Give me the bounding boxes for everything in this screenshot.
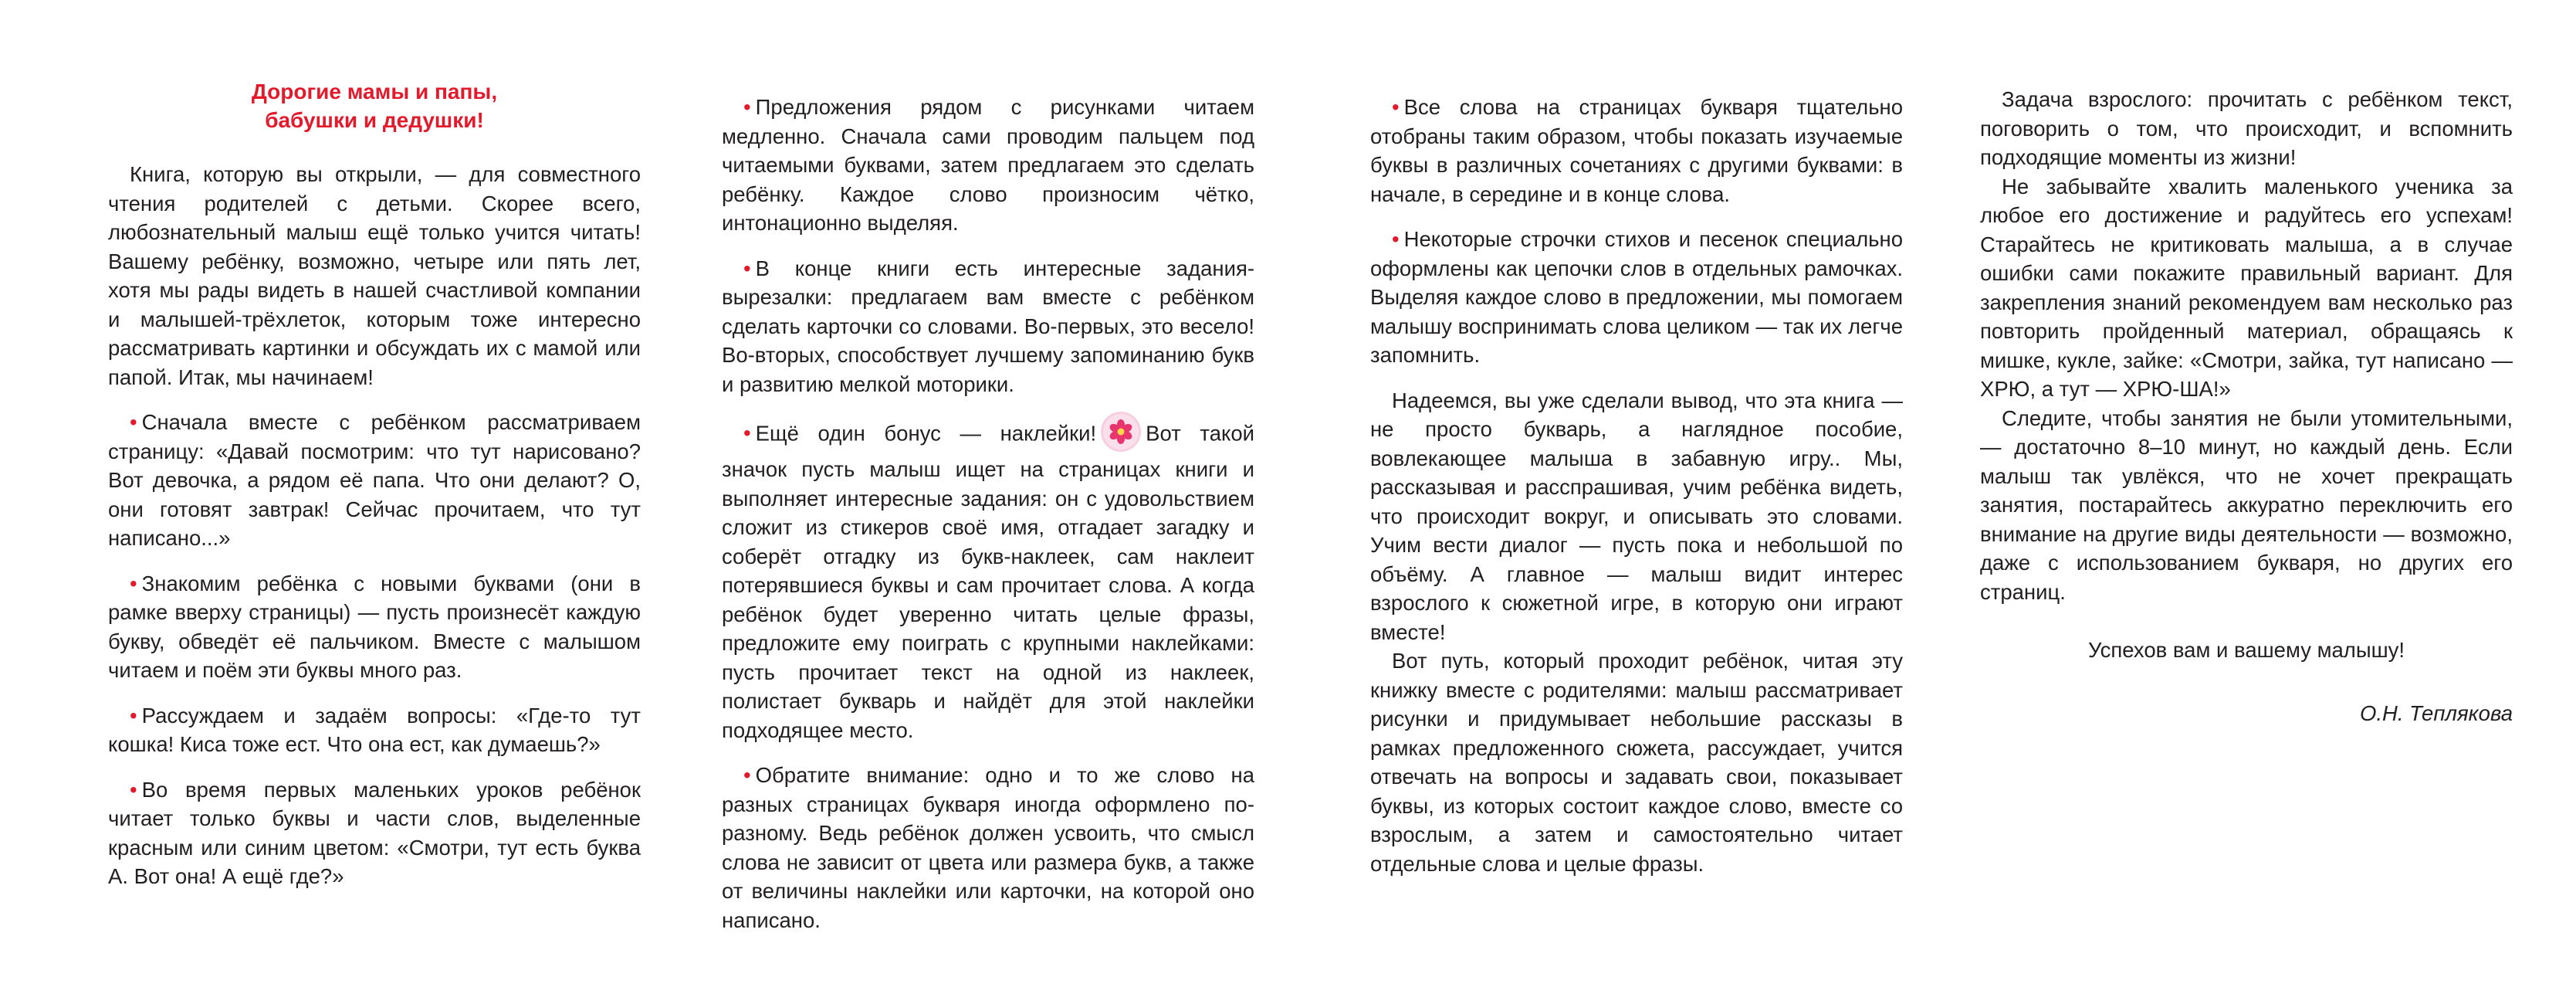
bullet-paragraph: • Во время первых маленьких уроков ребёнок читает только буквы и части слов, выделенные красным или синим цветом: «Смотри, тут есть буква А. Вот она! А ещё где?»: [108, 775, 641, 891]
bullet-paragraph: • Обратите внимание: одно и то же слово на разных страницах букваря иногда оформлено по-разному. Ведь ребёнок должен усвоить, что смысл слова не зависит от цвета или размера букв, а также от величины наклейки или карточки, на которой оно написано.: [722, 761, 1254, 934]
adult-task-paragraph: Задача взрослого: прочитать с ребёнком текст, поговорить о том, что происходит, и вспомнить подходящие моменты из жизни!: [1980, 87, 2513, 169]
column-1: [108, 77, 641, 891]
bullet-paragraph: • Знакомим ребёнка с новыми буквами (они в рамке вверху страницы) — пусть произнесёт каждую букву, обведёт её пальчиком. Вместе с малышом читаем и поём эти буквы много раз.: [108, 569, 641, 685]
bullet-paragraph: • Предложения рядом с рисунками читаем медленно. Сначала сами проводим пальцем под читаемыми буквами, затем предлагаем это сделать ребёнку. Каждое слово произносим чётко, интонационно выделяя.: [722, 93, 1254, 238]
author-signature: О.Н. Теплякова: [2359, 700, 2513, 725]
intro-paragraph: Книга, которую вы открыли, — для совместного чтения родителей с детьми. Скорее всего, любознательный малыш ещё только учится читать! Вашему ребёнку, возможно, четыре или пять лет, хотя мы рады видеть в нашей счастливой компании и малышей-трёхлеток, которым тоже интересно рассматривать картинки и обсуждать их с мамой или папой. Итак, мы начинаем!: [108, 162, 641, 389]
path-paragraph: Вот путь, который проходит ребёнок, читая эту книжку вместе с родителями: малыш рассматривает рисунки и придумывает небольшие рассказы в рамках предложенного сюжета, рассуждает, учится отвечать на вопросы и задавать свои, показывает буквы, из которых состоит каждое слово, вместе со взрослым, а затем и самостоятельно читает отдельные слова и целые фразы.: [1370, 649, 1903, 876]
sticker-bonus-lead: Ещё один бонус — наклейки!: [755, 421, 1097, 446]
bullet-paragraph: • Некоторые строчки стихов и песенок специально оформлены как цепочки слов в отдельных рамочках. Выделяя каждое слово в предложении, мы помогаем малышу воспринимать слова целиком — так их легче запомнить.: [1370, 225, 1903, 370]
praise-paragraph: Не забывайте хвалить маленького ученика за любое его достижение и радуйтесь его успехам! Старайтесь не критиковать малыша, а в случае ошибки сами покажите правильный вариант. Для закрепления знаний рекомендуем вам несколько раз повторить пройденный материал, обращаясь к мишке, кукле, зайке: «Смотри, зайка, тут написано — ХРЮ, а тут — ХРЮ-ША!»: [1980, 174, 2513, 401]
column-4: [1980, 85, 2513, 728]
bullet-paragraph: • Все слова на страницах букваря тщательно отобраны таким образом, чтобы показать изучаемые буквы в различных сочетаниях с другими буквами: в начале, в середине и в конце слова.: [1370, 93, 1903, 209]
sticker-flower-icon: [1101, 412, 1141, 452]
column-3: [1370, 93, 1903, 878]
bullet-paragraph: • Сначала вместе с ребёнком рассматриваем страницу: «Давай посмотрим: что тут нарисовано? Вот девочка, а рядом её папа. Что они делают? О, они готовят завтрак! Сейчас прочитаем, что тут написано...»: [108, 408, 641, 553]
sticker-bonus-text: Вот такой значок пусть малыш ищет на страницах книги и выполняет интересные задания: он с удовольствием сложит из стикеров своё имя, отгадает загадку и соберёт отгадку из букв-наклеек, сам наклеит потерявшиеся буквы и сам прочитает слова. А когда ребёнок будет уверенно читать целые фразы, предложите ему поиграть с крупными наклейками: пусть прочитает текст на одной из наклеек, полистает букварь и найдёт для этой наклейки подходящее место.: [722, 421, 1254, 742]
bullet-paragraph: • В конце книги есть интересные задания-вырезалки: предлагаем вам вместе с ребёнком сделать карточки со словами. Во-первых, это весело! Во-вторых, способствует лучшему запоминанию букв и развитию мелкой моторики.: [722, 254, 1254, 399]
page-heading: [108, 77, 641, 134]
heading-line-1: Дорогие мамы и папы,: [251, 80, 498, 103]
conclusion-paragraph: Надеемся, вы уже сделали вывод, что эта книга — не просто букварь, а наглядное пособие, вовлекающее малыша в забавную игру.. Мы, рассказывая и расспрашивая, учим ребёнка видеть, что происходит вокруг, и описывать это словами. Учим вести диалог — пусть пока и небольшой по объёму. А главное — малыш видит интерес взрослого к сюжетной игре, в которую они играют вместе!: [1370, 388, 1903, 644]
closing-wish: Успехов вам и вашему малышу!: [2087, 638, 2405, 662]
bullet-paragraph: • Рассуждаем и задаём вопросы: «Где-то тут кошка! Киса тоже ест. Что она ест, как думаешь?»: [108, 701, 641, 759]
duration-paragraph: Следите, чтобы занятия не были утомительными, — достаточно 8–10 минут, но каждый день. Если малыш так увлёкся, что не хочет прекращать занятия, постарайтесь аккуратно переключить его внимание на другие виды деятельности — возможно, даже с использованием букваря, но других его страниц.: [1980, 405, 2513, 604]
heading-line-2: бабушки и дедушки!: [265, 108, 484, 132]
sticker-bonus-paragraph: [722, 415, 1254, 745]
column-2: [722, 93, 1254, 934]
